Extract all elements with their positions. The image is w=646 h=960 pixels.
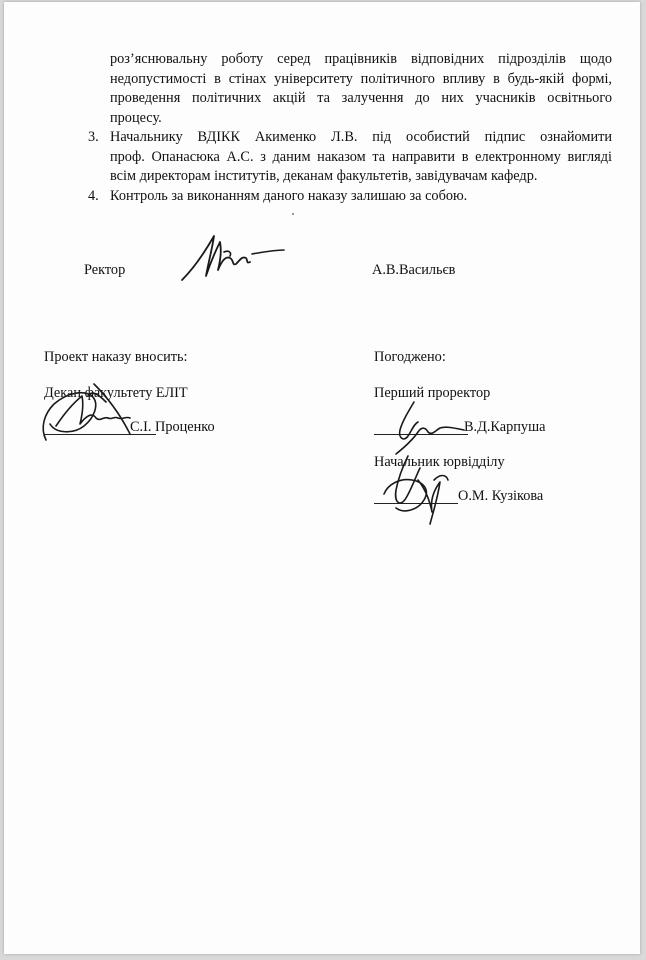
legal-head-position: Начальник юрвідділу [374,454,505,470]
intro-line: проведення політичних акцій та залучення до них учасників освітнього [110,90,612,106]
item-line: всім директорам інститутів, деканам факультетів, завідувачам кафедр. [110,168,538,184]
rector-signature [176,230,286,286]
item-number: 3. [88,129,99,145]
rector-name: А.В.Васильєв [372,262,456,278]
legal-head-signature [374,450,464,534]
item-line: Начальнику ВДІКК Акименко Л.В. під особистий підпис ознайомити [110,129,612,145]
rector-title: Ректор [84,262,126,278]
intro-line: недопустимості в стінах університету політичного впливу в будь-якій формі, [110,70,612,87]
item-line: Контроль за виконанням даного наказу залишаю за собою. [110,188,468,204]
item-4-paragraph [110,187,612,207]
intro-line: процесу. [110,109,162,126]
document-page [4,2,640,954]
submitted-heading: Проект наказу вносить: [44,349,188,365]
submitted-position: Декан факультету ЕЛІТ [44,385,188,401]
speck [292,213,294,215]
approved-heading: Погоджено: [374,349,446,365]
item-line: проф. Опанасюка А.С. з даним наказом та направити в електронному вигляді [110,148,612,165]
dean-signature [34,374,174,448]
intro-paragraph [110,50,612,128]
first-vice-rector-position: Перший проректор [374,385,491,401]
vice-rector-signature [384,398,474,458]
item-3-paragraph [110,128,612,187]
intro-line: роз’яснювальну роботу серед працівників відповідних підрозділів щодо [110,51,612,67]
first-vice-rector-name: В.Д.Карпуша [464,419,546,435]
legal-head-name: О.М. Кузікова [458,488,544,504]
item-number: 4. [88,188,99,204]
submitted-name: С.І. Проценко [130,419,215,435]
